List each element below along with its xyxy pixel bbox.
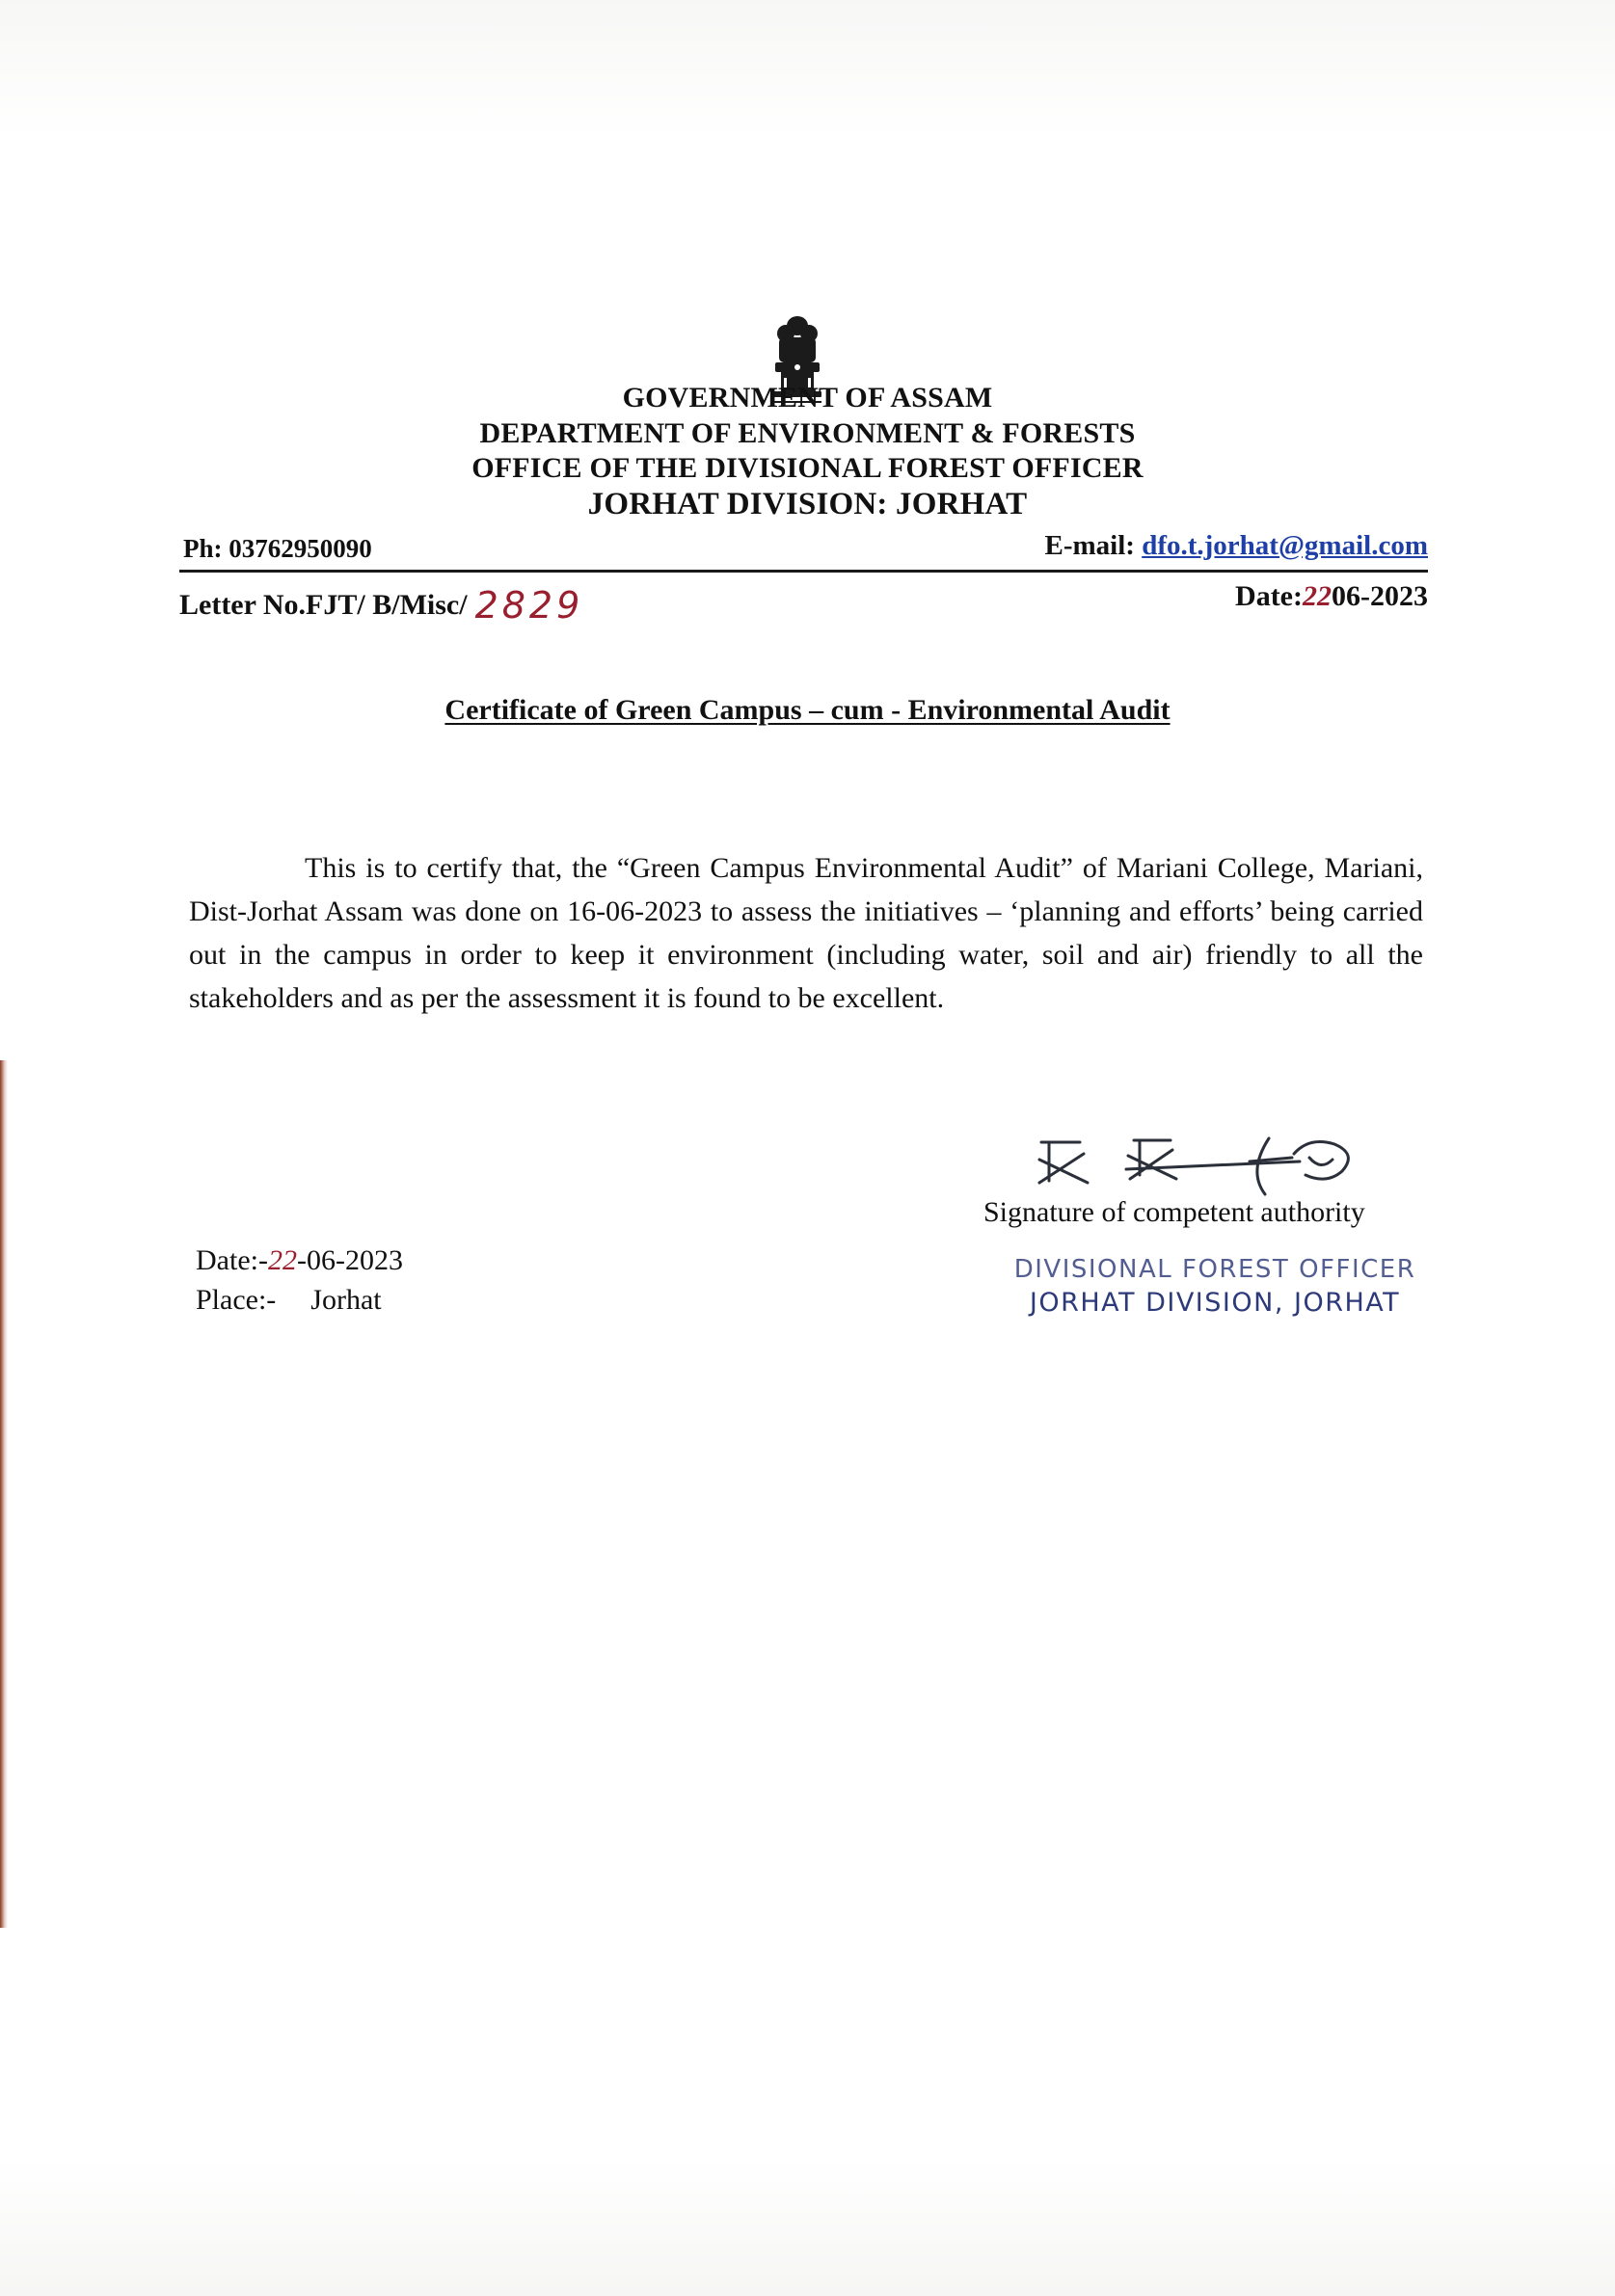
page-edge-shadow [0, 1060, 8, 1928]
letter-number-handwritten: 2829 [474, 584, 584, 627]
contact-row [179, 530, 1428, 569]
footer-date-day-handwritten: 22 [267, 1244, 297, 1276]
email-link[interactable]: dfo.t.jorhat@gmail.com [1142, 530, 1428, 561]
certificate-title-text: Certificate of Green Campus – cum - Environmental Audit [444, 694, 1171, 726]
letter-date [1235, 580, 1428, 613]
email-block [1045, 530, 1428, 562]
header-office: OFFICE OF THE DIVISIONAL FOREST OFFICER [471, 452, 1144, 484]
header-government: GOVERNMENT OF ASSAM [622, 382, 993, 414]
email-label: E-mail: [1044, 530, 1135, 561]
office-stamp [983, 1255, 1446, 1318]
footer-date [196, 1241, 403, 1280]
signature-label: Signature of competent authority [983, 1196, 1365, 1228]
footer-place-value: Jorhat [310, 1284, 382, 1316]
letter-date-label: Date: [1235, 580, 1303, 612]
header-department: DEPARTMENT OF ENVIRONMENT & FORESTS [479, 417, 1136, 449]
signature-block [974, 1133, 1437, 1229]
letter-date-rest: 06-2023 [1332, 580, 1428, 612]
footer-place-label: Place:- [196, 1284, 277, 1316]
date-place-block [196, 1241, 403, 1320]
certificate-body-paragraph: This is to certify that, the “Green Campus Environmental Audit” of Mariani College, Mariani, Dist-Jorhat Assam was done on 16-06-2023 to assess the initiatives – ‘planning and efforts’ being carried out in the campus in order to keep it environment (including water, soil and air) friendly to all the stakeholders and as per the assessment it is found to be excellent. [189, 852, 1423, 1014]
stamp-division: JORHAT DIVISION, JORHAT [1029, 1288, 1401, 1318]
letter-date-day-handwritten: 22 [1303, 580, 1332, 612]
letter-number [179, 580, 584, 627]
letter-number-label: Letter No.FJT/ B/Misc/ [179, 589, 468, 621]
certificate-title [0, 694, 1615, 727]
header-division: JORHAT DIVISION: JORHAT [587, 487, 1028, 521]
footer-date-rest: -06-2023 [296, 1244, 403, 1276]
letter-reference-row [179, 576, 1428, 625]
stamp-designation: DIVISIONAL FOREST OFFICER [1013, 1255, 1416, 1284]
header-divider [179, 570, 1428, 573]
footer-date-label: Date:- [196, 1244, 268, 1276]
certificate-body [189, 846, 1423, 1020]
phone-number: Ph: 03762950090 [183, 534, 372, 563]
footer-place [196, 1280, 403, 1320]
